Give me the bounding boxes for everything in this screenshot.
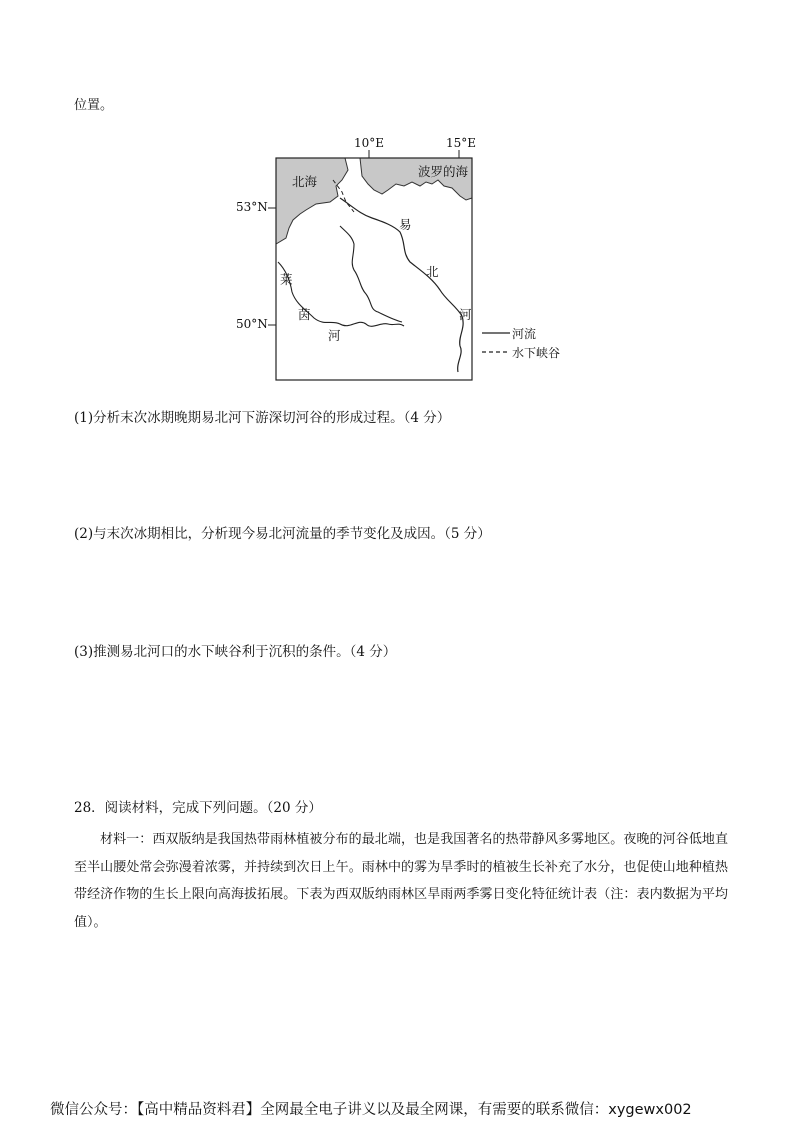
question-1: (1)分析末次冰期晚期易北河下游深切河谷的形成过程。（4 分）	[74, 410, 451, 426]
elbe-label-2: 北	[426, 264, 439, 279]
legend-river-label: 河流	[512, 327, 537, 341]
footer-text: 微信公众号：【高中精品资料君】全网最全电子讲义以及最全网课，有需要的联系微信：xygewx002	[50, 1102, 692, 1118]
baltic-sea-label: 波罗的海	[418, 164, 469, 179]
lon-label-15e: 15°E	[446, 136, 477, 150]
elbe-label-1: 易	[399, 217, 412, 232]
rhine-label-3: 河	[328, 328, 341, 343]
north-sea-label: 北海	[292, 174, 318, 189]
question-2: (2)与末次冰期相比，分析现今易北河流量的季节变化及成因。（5 分）	[74, 526, 491, 542]
lat-label-50n: 50°N	[236, 317, 268, 331]
top-text: 位置。	[74, 98, 114, 113]
rhine-label-1: 莱	[280, 272, 293, 287]
north-sea	[276, 158, 348, 244]
map-svg	[0, 0, 800, 400]
legend-canyon-label: 水下峡谷	[512, 346, 561, 360]
question-3: (3)推测易北河口的水下峡谷利于沉积的条件。（4 分）	[74, 644, 397, 660]
material-1-paragraph: 材料一：西双版纳是我国热带雨林植被分布的最北端，也是我国著名的热带静风多雾地区。夜晚的河谷低地直至半山腰处常会弥漫着浓雾，并持续到次日上午。雨林中的雾为旱季时的植被生长补充了水分，也促使山地种植热带经济作物的生长上限向高海拔拓展。下表为西双版纳雨林区旱雨两季雾日变化特征统计表（注：表内数据为平均值）。	[74, 832, 728, 930]
lat-label-53n: 53°N	[236, 200, 268, 214]
elbe-tributary	[340, 226, 402, 322]
question-28-title: 28．阅读材料，完成下列问题。（20 分）	[74, 800, 322, 816]
rhine-river	[278, 262, 404, 326]
rhine-label-2: 茵	[298, 307, 311, 322]
elbe-label-3: 河	[459, 307, 472, 322]
lon-label-10e: 10°E	[354, 136, 385, 150]
